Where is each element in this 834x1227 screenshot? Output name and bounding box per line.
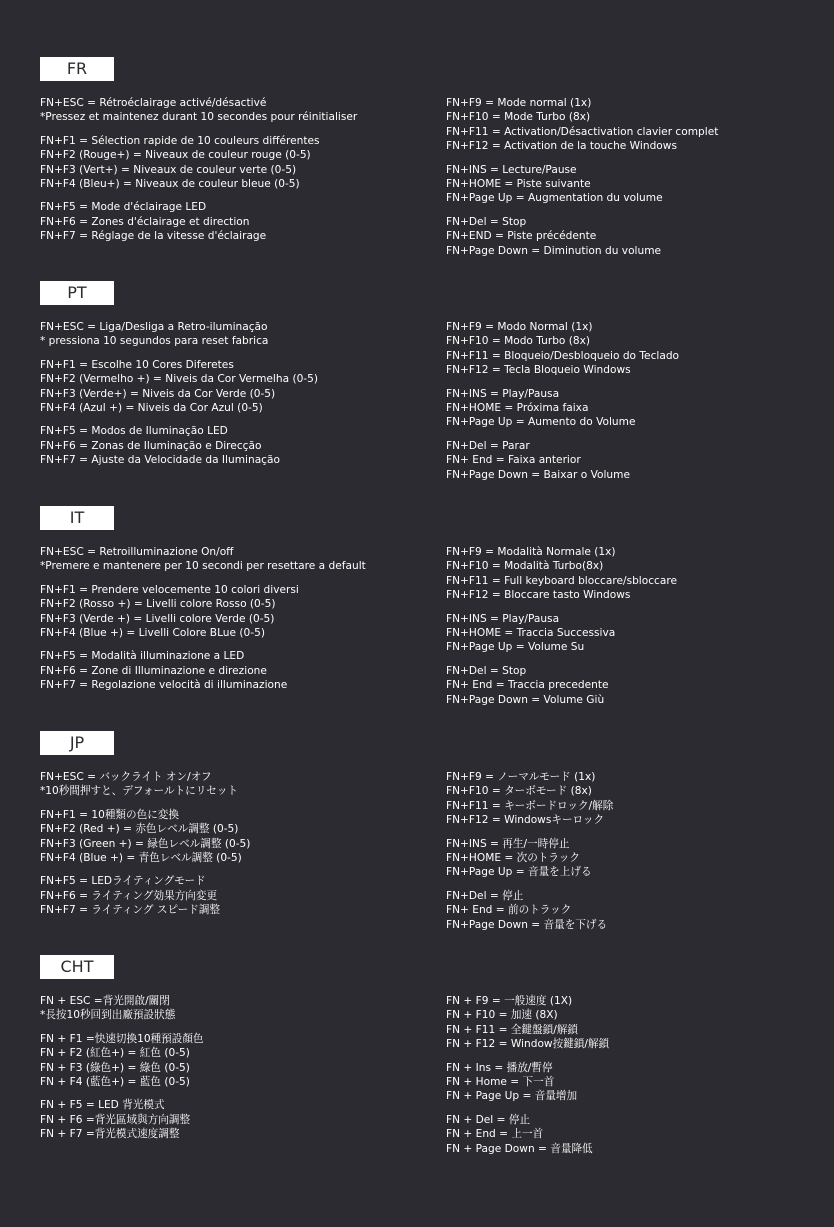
shortcut-line: FN+Page Up = 音量を上げる [446,866,592,879]
shortcut-line: *10秒間押すと、デフォールトにリセット [40,785,239,798]
shortcut-line: FN+F11 = Full keyboard bloccare/sbloccare [446,574,678,587]
shortcut-group [446,387,679,430]
shortcut-line: FN+F7 = Regolazione velocità di illuminazione [40,679,288,692]
shortcut-line: FN+F4 (Blue +) = 青色レベル調整 (0-5) [40,852,242,865]
shortcut-line: FN + F2 (紅色+) = 紅色 (0-5) [40,1047,190,1060]
shortcut-line: FN+INS = 再生/一時停止 [446,837,570,850]
shortcut-line: FN+F7 = ライティング スピード調整 [40,904,221,917]
shortcut-line: FN+Page Down = 音量を下げる [446,918,608,931]
shortcut-line: FN+Page Down = Diminution du volume [446,244,662,257]
shortcut-line: FN+Page Up = Volume Su [446,641,585,654]
shortcut-column-right [446,545,677,716]
shortcut-group [40,320,318,349]
shortcut-line: FN+ESC = Rétroéclairage activé/désactivé [40,97,267,109]
shortcut-line: FN+F4 (Blue +) = Livelli Colore BLue (0-5) [40,627,265,640]
shortcut-line: FN+F10 = Mode Turbo (8x) [446,111,591,124]
shortcut-line: FN + F10 = 加速 (8X) [446,1009,558,1022]
shortcut-line: FN + Page Down = 音量降低 [446,1142,593,1155]
shortcut-line: FN+F4 (Bleu+) = Niveaux de couleur bleue (0-5) [40,178,300,191]
shortcut-line: FN + F4 (藍色+) = 藍色 (0-5) [40,1076,190,1089]
shortcut-group [40,96,357,125]
shortcut-column-right [446,96,718,267]
shortcut-line: FN+F10 = ターボモード (8x) [446,785,592,798]
shortcut-line: FN+Page Down = Baixar o Volume [446,468,630,481]
shortcut-line: FN+F10 = Modo Turbo (8x) [446,335,591,348]
shortcut-line: FN+F6 = Zonas de Iluminação e Direcção [40,439,262,452]
shortcut-line: FN+Del = Stop [446,215,527,228]
shortcut-line: FN + F1 =快速切換10種預設顏色 [40,1032,204,1045]
shortcut-line: FN + End = 上一首 [446,1128,544,1141]
shortcut-line: FN+HOME = Traccia Successiva [446,627,616,640]
shortcut-line: FN + F11 = 全鍵盤鎖/解鎖 [446,1023,578,1036]
shortcut-line: FN+F11 = キーボードロック/解除 [446,799,614,812]
shortcut-group [446,163,718,206]
shortcut-column-right [446,994,609,1165]
shortcut-line: FN + F6 =背光區域與方向調整 [40,1113,191,1126]
shortcut-line: *Premere e mantenere per 10 secondi per resettare a default [40,560,366,573]
shortcut-line: FN+F9 = ノーマルモード (1x) [446,771,596,783]
shortcut-group [40,200,357,243]
shortcut-line: FN+F2 (Rouge+) = Niveaux de couleur rouge (0-5) [40,149,311,162]
shortcut-group [446,1061,609,1104]
shortcut-line: FN+END = Piste précédente [446,230,597,243]
shortcut-column-left [40,770,250,927]
shortcut-line: FN+F3 (Verde+) = Niveis da Cor Verde (0-5) [40,387,276,400]
language-label: CHT [40,955,114,979]
shortcut-line: FN+F3 (Vert+) = Niveaux de couleur verte (0-5) [40,163,297,176]
shortcut-column-left [40,320,318,477]
shortcut-group [40,994,204,1023]
shortcut-line: FN+INS = Play/Pausa [446,387,560,400]
shortcut-group [446,994,609,1052]
shortcut-group [446,320,679,378]
shortcut-group [40,649,366,692]
shortcut-line: FN+F12 = Bloccare tasto Windows [446,589,631,602]
shortcut-line: FN+F6 = Zones d'éclairage et direction [40,215,250,228]
shortcut-line: FN + F9 = 一般速度 (1X) [446,995,573,1007]
shortcut-group [40,583,366,641]
shortcut-line: FN+ESC = Retroilluminazione On/off [40,546,234,558]
shortcut-line: FN+F5 = Mode d'éclairage LED [40,201,207,214]
shortcut-group [40,545,366,574]
shortcut-line: FN + Ins = 播放/暫停 [446,1061,553,1074]
shortcut-line: FN+F2 (Red +) = 赤色レベル調整 (0-5) [40,823,239,836]
shortcut-line: FN+Page Up = Augmentation du volume [446,192,663,205]
shortcut-line: FN+F12 = Activation de la touche Windows [446,140,677,153]
shortcut-line: FN + F5 = LED 背光模式 [40,1099,165,1112]
shortcut-line: FN+F11 = Bloqueio/Desbloqueio do Teclado [446,349,680,362]
language-label: JP [40,731,114,755]
shortcut-group [446,215,718,258]
shortcut-line: FN + Page Up = 音量增加 [446,1090,578,1103]
shortcut-line: FN + Del = 停止 [446,1113,531,1126]
shortcut-group [40,1032,204,1090]
shortcut-line: FN+HOME = 次のトラック [446,852,580,865]
shortcut-group [446,837,613,880]
shortcut-group [40,424,318,467]
shortcut-group [446,612,677,655]
shortcut-line: FN+F1 = Prendere velocemente 10 colori diversi [40,583,299,596]
shortcut-line: FN + Home = 下一首 [446,1076,555,1089]
shortcut-line: FN + F3 (綠色+) = 綠色 (0-5) [40,1061,190,1074]
shortcut-line: FN+F7 = Réglage de la vitesse d'éclairage [40,230,267,243]
shortcut-line: FN+F10 = Modalità Turbo(8x) [446,560,604,573]
shortcut-line: FN+F3 (Green +) = 緑色レベル調整 (0-5) [40,837,251,850]
shortcut-group [446,889,613,932]
shortcut-line: FN+INS = Play/Pausa [446,612,560,625]
shortcut-line: FN + ESC =背光開啟/關閉 [40,995,170,1007]
language-label: FR [40,57,114,81]
shortcut-line: FN+F9 = Mode normal (1x) [446,97,592,109]
shortcut-line: FN+HOME = Piste suivante [446,178,591,191]
shortcut-line: FN+F12 = Windowsキーロック [446,814,605,827]
shortcut-group [446,770,613,828]
shortcut-group [40,808,250,866]
shortcut-line: FN+INS = Lecture/Pause [446,163,577,176]
shortcut-column-left [40,994,204,1151]
shortcut-line: FN+F5 = Modalità illuminazione a LED [40,650,245,663]
shortcut-group [40,874,250,917]
shortcut-group [40,134,357,192]
shortcut-line: *Pressez et maintenez durant 10 secondes pour réinitialiser [40,111,358,124]
shortcut-line: FN+F1 = 10種類の色に変換 [40,808,179,821]
shortcut-line: FN+F5 = Modos de Iluminação LED [40,425,228,438]
shortcut-line: FN+ End = Faixa anterior [446,454,581,467]
shortcut-group [40,770,250,799]
shortcut-group [446,439,679,482]
shortcut-line: FN+F2 (Vermelho +) = Niveis da Cor Vermelha (0-5) [40,373,319,386]
shortcut-line: FN+Del = Parar [446,439,530,452]
shortcut-line: FN+F6 = ライティング効果方向変更 [40,889,218,902]
shortcut-line: FN+ESC = バックライト オン/オフ [40,771,212,783]
shortcut-line: FN+Page Up = Aumento do Volume [446,416,636,429]
shortcut-line: FN+F9 = Modalità Normale (1x) [446,546,616,558]
shortcut-line: FN+Del = 停止 [446,889,524,902]
shortcut-line: *長按10秒回到出廠預設狀態 [40,1009,176,1022]
shortcut-line: FN + F12 = Window按鍵鎖/解鎖 [446,1038,610,1051]
shortcut-line: FN+Page Down = Volume Giù [446,693,605,706]
shortcut-group [40,358,318,416]
shortcut-line: FN+F3 (Verde +) = Livelli colore Verde (0-5) [40,612,275,625]
shortcut-column-right [446,770,613,941]
shortcut-line: FN+ESC = Liga/Desliga a Retro-iluminação [40,321,268,333]
shortcut-column-right [446,320,679,491]
shortcut-line: FN+ End = 前のトラック [446,904,572,917]
shortcut-column-left [40,545,366,702]
shortcut-line: FN+F7 = Ajuste da Velocidade da Iluminação [40,454,280,467]
shortcut-line: FN+F4 (Azul +) = Niveis da Cor Azul (0-5) [40,402,263,415]
shortcut-group [446,545,677,603]
shortcut-line: FN+F6 = Zone di Illuminazione e direzione [40,664,267,677]
shortcut-line: FN+F2 (Rosso +) = Livelli colore Rosso (0-5) [40,598,276,611]
shortcut-line: FN+F12 = Tecla Bloqueio Windows [446,364,631,377]
shortcut-group [40,1098,204,1141]
shortcut-line: FN+F1 = Sélection rapide de 10 couleurs différentes [40,134,320,147]
shortcut-line: FN + F7 =背光模式速度調整 [40,1128,180,1141]
language-label: IT [40,506,114,530]
shortcut-line: FN+F9 = Modo Normal (1x) [446,321,593,333]
language-label: PT [40,281,114,305]
shortcut-group [446,1113,609,1156]
shortcut-line: FN+F1 = Escolhe 10 Cores Diferetes [40,358,234,371]
shortcut-line: FN+HOME = Próxima faixa [446,402,589,415]
shortcut-group [446,664,677,707]
shortcut-group [446,96,718,154]
shortcut-line: * pressiona 10 segundos para reset fabrica [40,335,269,348]
shortcut-line: FN+ End = Traccia precedente [446,679,609,692]
shortcut-line: FN+F5 = LEDライティングモード [40,875,206,888]
shortcut-column-left [40,96,357,253]
shortcut-line: FN+Del = Stop [446,664,527,677]
shortcut-line: FN+F11 = Activation/Désactivation clavier complet [446,125,719,138]
